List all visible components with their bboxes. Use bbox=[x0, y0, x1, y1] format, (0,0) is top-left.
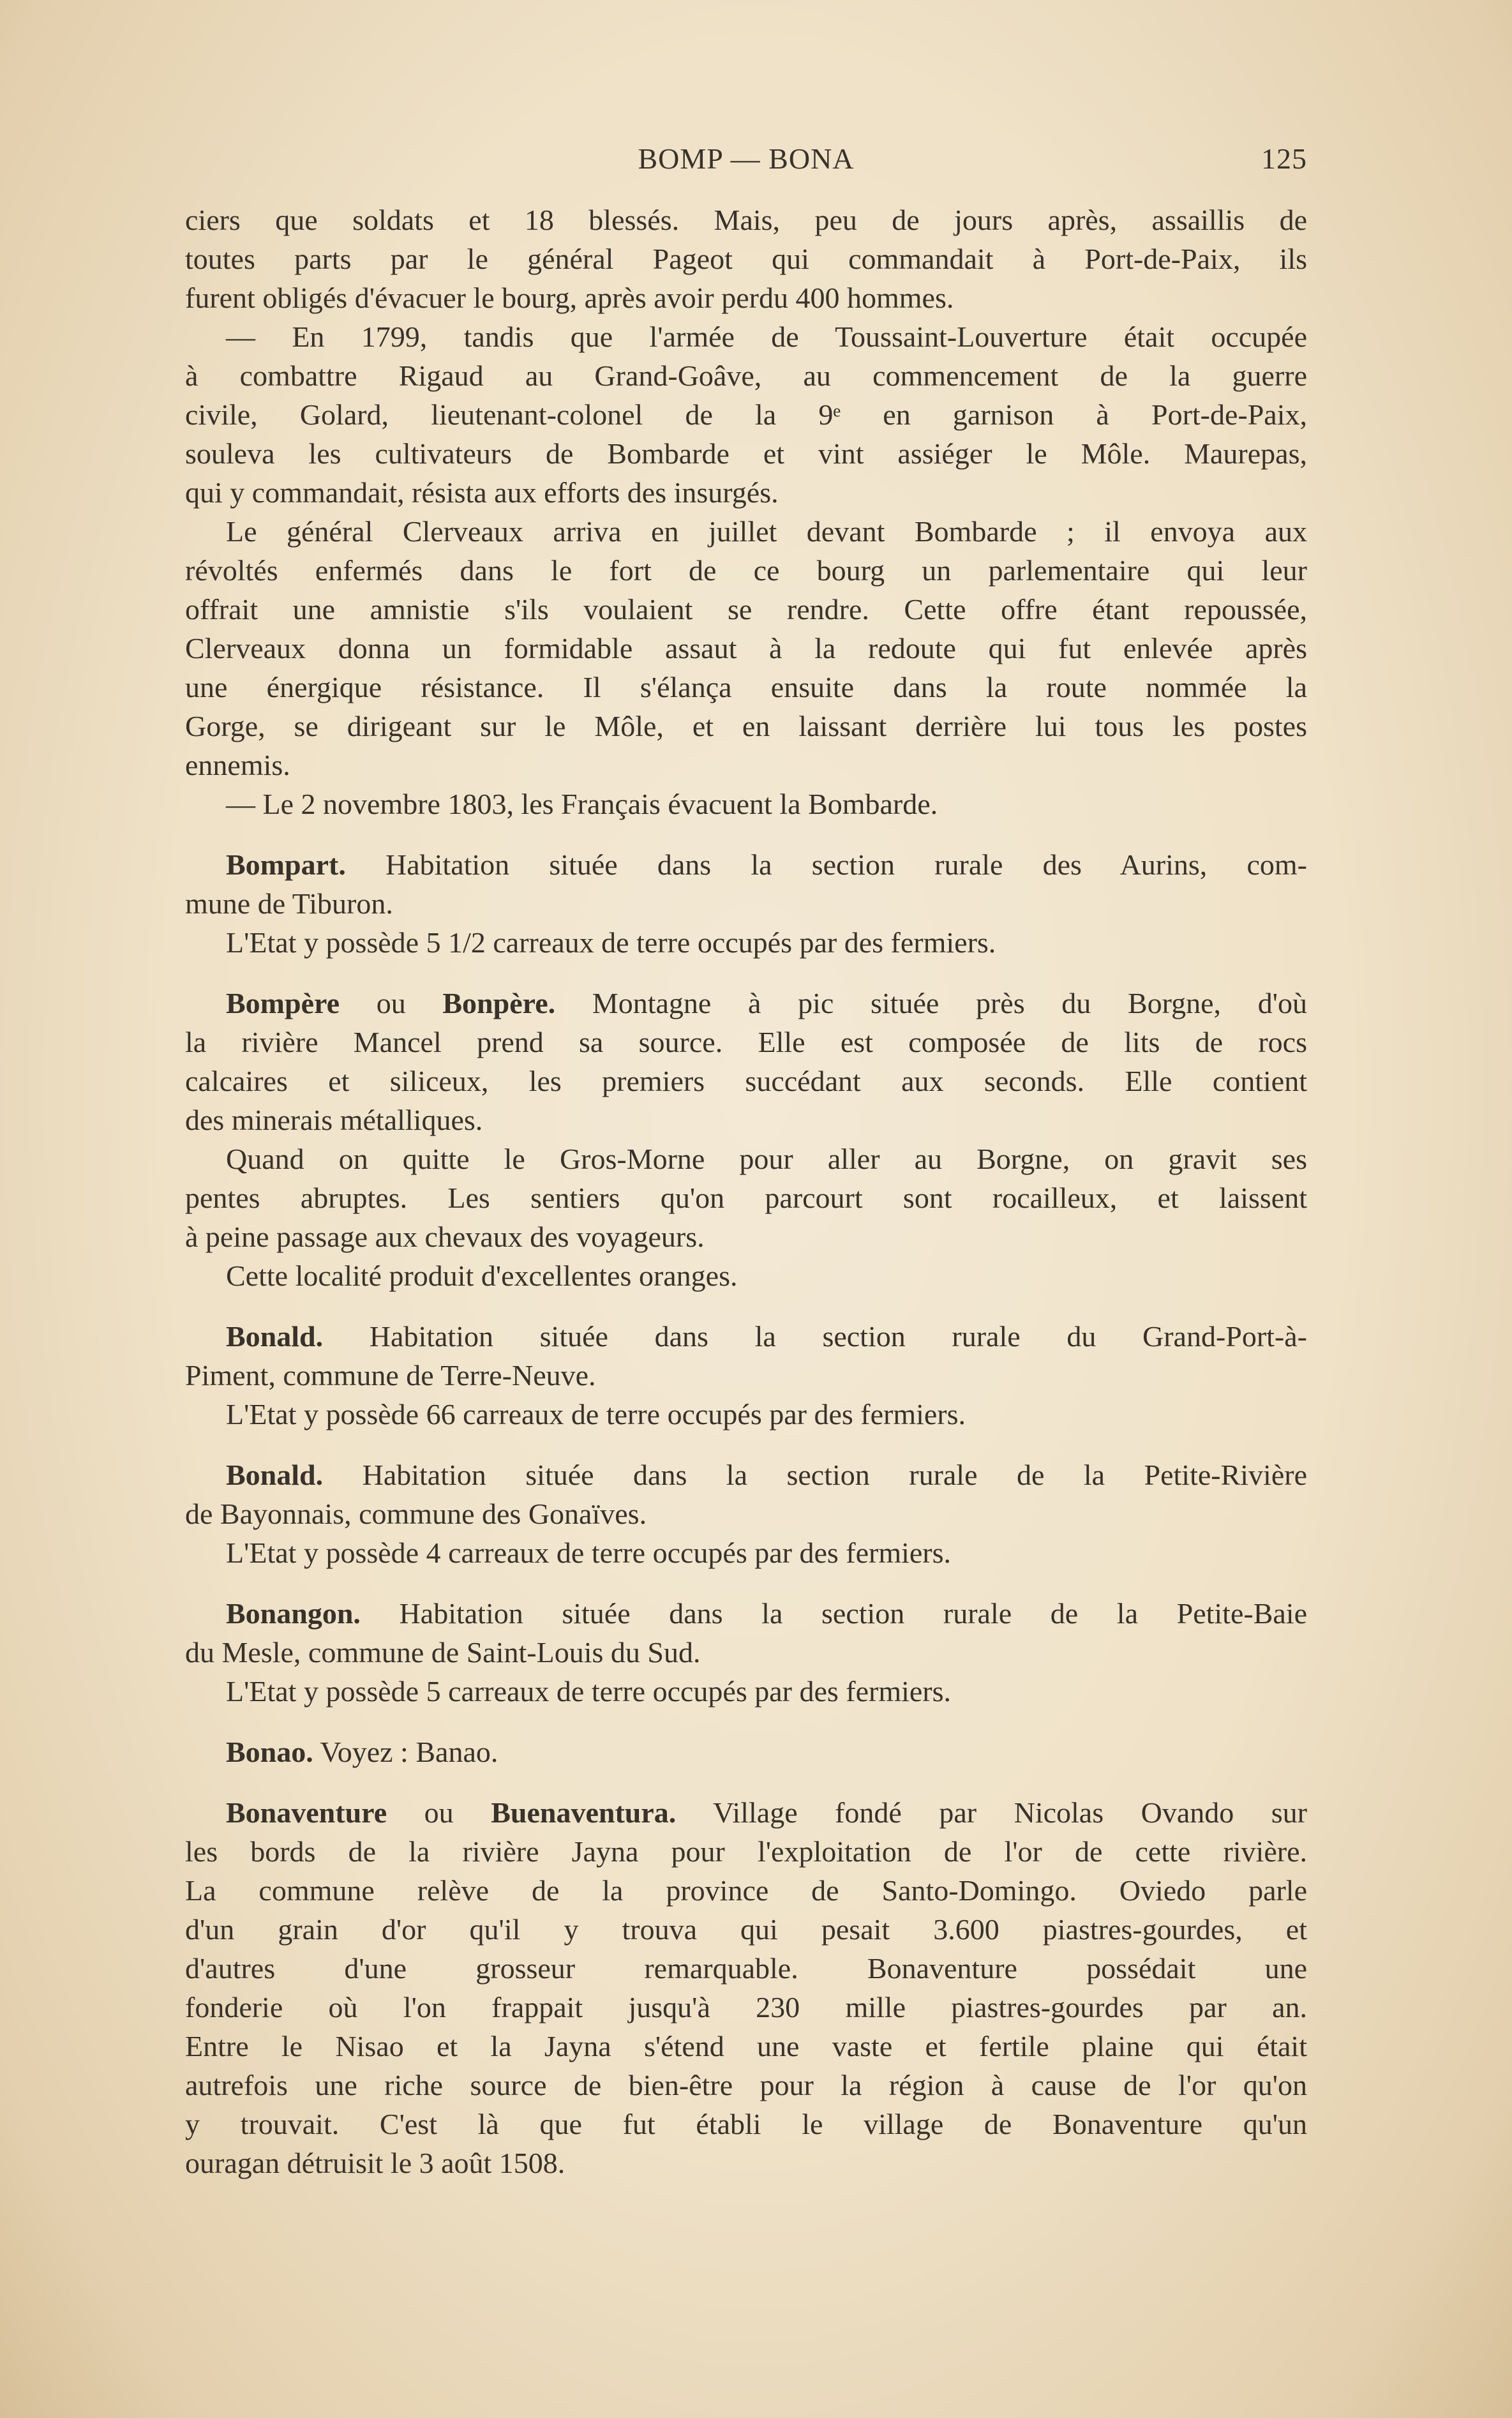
text-line bbox=[185, 434, 1307, 473]
line-text: L'Etat y possède 5 carreaux de terre occupés par des fermiers. bbox=[226, 1675, 952, 1708]
text-line bbox=[185, 1988, 1307, 2027]
text-line bbox=[185, 551, 1307, 590]
paragraph bbox=[185, 512, 1307, 785]
paragraph bbox=[185, 200, 1307, 317]
running-title: BOMP — BONA bbox=[638, 142, 855, 175]
paragraph bbox=[185, 1395, 1307, 1434]
line-text: d'autres d'une grosseur remarquable. Bonaventure possédait une bbox=[185, 1952, 1307, 1985]
dictionary-entry bbox=[185, 1455, 1307, 1572]
dictionary-entry bbox=[185, 845, 1307, 962]
line-text: Village fondé par Nicolas Ovando sur bbox=[676, 1796, 1307, 1829]
line-text: souleva les cultivateurs de Bombarde et vint assiéger le Môle. Maurepas, bbox=[185, 437, 1307, 470]
headword: Bonaventure bbox=[226, 1796, 387, 1829]
running-header bbox=[185, 142, 1307, 183]
line-text: Habitation située dans la section rurale de la Petite-Baie bbox=[360, 1597, 1307, 1630]
line-text: d'un grain d'or qu'il y trouva qui pesait 3.600 piastres-gourdes, et bbox=[185, 1913, 1307, 1946]
text-line bbox=[185, 923, 1307, 962]
text-line bbox=[185, 1871, 1307, 1910]
page-number: 125 bbox=[1261, 142, 1307, 175]
text-line bbox=[185, 200, 1307, 239]
text-line bbox=[185, 1062, 1307, 1100]
line-text: Habitation située dans la section rurale du Grand-Port-à- bbox=[323, 1320, 1307, 1353]
line-text: ennemis. bbox=[185, 749, 290, 781]
line-text: autrefois une riche source de bien-être pour la région à cause de l'or qu'on bbox=[185, 2069, 1307, 2101]
text-line bbox=[185, 984, 1307, 1023]
line-text: à peine passage aux chevaux des voyageurs. bbox=[185, 1220, 705, 1253]
text-line bbox=[185, 1178, 1307, 1217]
text-line bbox=[185, 1949, 1307, 1988]
dictionary-entry bbox=[185, 1594, 1307, 1711]
text-line bbox=[185, 1732, 1307, 1771]
line-text: offrait une amnistie s'ils voulaient se rendre. Cette offre étant repoussée, bbox=[185, 593, 1307, 626]
paragraph bbox=[185, 785, 1307, 823]
line-text: L'Etat y possède 66 carreaux de terre occupés par des fermiers. bbox=[226, 1398, 966, 1431]
text-line bbox=[185, 629, 1307, 668]
text-line bbox=[185, 1494, 1307, 1533]
line-text: — En 1799, tandis que l'armée de Toussaint-Louverture était occupée bbox=[226, 320, 1307, 353]
headword: Bonpère. bbox=[442, 987, 556, 1019]
line-text: révoltés enfermés dans le fort de ce bourg un parlementaire qui leur bbox=[185, 554, 1307, 587]
line-text: L'Etat y possède 5 1/2 carreaux de terre occupés par des fermiers. bbox=[226, 926, 996, 959]
dictionary-entry bbox=[185, 1793, 1307, 2182]
text-line bbox=[185, 1317, 1307, 1356]
headword: Bonald. bbox=[226, 1320, 324, 1353]
text-line bbox=[185, 1793, 1307, 1832]
text-line bbox=[185, 1023, 1307, 1062]
text-line bbox=[185, 473, 1307, 512]
text-line bbox=[185, 1395, 1307, 1434]
line-text: Piment, commune de Terre-Neuve. bbox=[185, 1359, 596, 1392]
paragraph bbox=[185, 1256, 1307, 1295]
line-text: ciers que soldats et 18 blessés. Mais, peu de jours après, assaillis de bbox=[185, 204, 1307, 236]
text-line bbox=[185, 2027, 1307, 2066]
line-text: Le général Clerveaux arriva en juillet devant Bombarde ; il envoya aux bbox=[226, 515, 1307, 548]
text-line bbox=[185, 317, 1307, 356]
text-line bbox=[185, 746, 1307, 785]
line-text: — Le 2 novembre 1803, les Français évacuent la Bombarde. bbox=[226, 788, 938, 820]
paragraph bbox=[185, 984, 1307, 1139]
line-text: Voyez : Banao. bbox=[313, 1736, 498, 1768]
line-text: L'Etat y possède 4 carreaux de terre occupés par des fermiers. bbox=[226, 1536, 952, 1569]
text-line bbox=[185, 884, 1307, 923]
text-line bbox=[185, 1256, 1307, 1295]
line-text: mune de Tiburon. bbox=[185, 887, 393, 920]
headword: Bonangon. bbox=[226, 1597, 361, 1630]
text-line bbox=[185, 278, 1307, 317]
line-text: civile, Golard, lieutenant-colonel de la 9ᵉ en garnison à Port-de-Paix, bbox=[185, 398, 1307, 431]
paragraph bbox=[185, 1672, 1307, 1711]
line-text: pentes abruptes. Les sentiers qu'on parcourt sont rocailleux, et laissent bbox=[185, 1182, 1307, 1214]
line-text: furent obligés d'évacuer le bourg, après avoir perdu 400 hommes. bbox=[185, 282, 954, 314]
dictionary-entry bbox=[185, 1317, 1307, 1434]
text-line bbox=[185, 512, 1307, 551]
dictionary-entry bbox=[185, 1732, 1307, 1771]
text-line bbox=[185, 590, 1307, 629]
text-line bbox=[185, 668, 1307, 707]
paragraph bbox=[185, 923, 1307, 962]
paragraph bbox=[185, 1139, 1307, 1256]
text-line bbox=[185, 1139, 1307, 1178]
paragraph bbox=[185, 1732, 1307, 1771]
headword: Bompart. bbox=[226, 848, 346, 881]
headword-connector: ou bbox=[387, 1796, 491, 1829]
headword: Bonao. bbox=[226, 1736, 313, 1768]
line-text: Entre le Nisao et la Jayna s'étend une vaste et fertile plaine qui était bbox=[185, 2030, 1307, 2062]
headword: Bompère bbox=[226, 987, 340, 1019]
headword-connector: ou bbox=[340, 987, 443, 1019]
line-text: y trouvait. C'est là que fut établi le village de Bonaventure qu'un bbox=[185, 2108, 1307, 2140]
text-line bbox=[185, 1672, 1307, 1711]
line-text: fonderie où l'on frappait jusqu'à 230 mille piastres-gourdes par an. bbox=[185, 1991, 1307, 2024]
line-text: de Bayonnais, commune des Gonaïves. bbox=[185, 1498, 647, 1530]
line-text: Habitation située dans la section rurale des Aurins, com- bbox=[345, 848, 1307, 881]
paragraph bbox=[185, 845, 1307, 923]
headword: Buenaventura. bbox=[491, 1796, 677, 1829]
text-line bbox=[185, 845, 1307, 884]
line-text: Clerveaux donna un formidable assaut à la redoute qui fut enlevée après bbox=[185, 632, 1307, 665]
line-text: Gorge, se dirigeant sur le Môle, et en laissant derrière lui tous les postes bbox=[185, 710, 1307, 742]
line-text: qui y commandait, résista aux efforts des insurgés. bbox=[185, 476, 779, 509]
line-text: ouragan détruisit le 3 août 1508. bbox=[185, 2147, 565, 2179]
line-text: toutes parts par le général Pageot qui commandait à Port-de-Paix, ils bbox=[185, 243, 1307, 275]
dictionary-entry bbox=[185, 200, 1307, 823]
line-text: les bords de la rivière Jayna pour l'exploitation de l'or de cette rivière. bbox=[185, 1835, 1307, 1868]
text-line bbox=[185, 2066, 1307, 2105]
text-line bbox=[185, 2105, 1307, 2144]
page-body bbox=[185, 200, 1307, 2204]
text-line bbox=[185, 395, 1307, 434]
text-line bbox=[185, 239, 1307, 278]
text-line bbox=[185, 1217, 1307, 1256]
text-line bbox=[185, 1832, 1307, 1871]
line-text: la rivière Mancel prend sa source. Elle est composée de lits de rocs bbox=[185, 1026, 1307, 1058]
text-line bbox=[185, 1533, 1307, 1572]
text-line bbox=[185, 1594, 1307, 1633]
text-line bbox=[185, 1455, 1307, 1494]
line-text: La commune relève de la province de Santo-Domingo. Oviedo parle bbox=[185, 1874, 1307, 1907]
paragraph bbox=[185, 1594, 1307, 1672]
paragraph bbox=[185, 317, 1307, 512]
text-line bbox=[185, 785, 1307, 823]
line-text: calcaires et siliceux, les premiers succédant aux seconds. Elle contient bbox=[185, 1065, 1307, 1097]
text-line bbox=[185, 1910, 1307, 1949]
text-line bbox=[185, 1356, 1307, 1395]
text-line bbox=[185, 1100, 1307, 1139]
text-line bbox=[185, 356, 1307, 395]
text-line bbox=[185, 1633, 1307, 1672]
line-text: Montagne à pic située près du Borgne, d'où bbox=[555, 987, 1307, 1019]
paragraph bbox=[185, 1455, 1307, 1533]
line-text: une énergique résistance. Il s'élança ensuite dans la route nommée la bbox=[185, 671, 1307, 703]
paragraph bbox=[185, 1533, 1307, 1572]
line-text: Habitation située dans la section rurale de la Petite-Rivière bbox=[323, 1459, 1307, 1491]
line-text: du Mesle, commune de Saint-Louis du Sud. bbox=[185, 1636, 701, 1669]
paragraph bbox=[185, 1793, 1307, 2182]
line-text: Quand on quitte le Gros-Morne pour aller au Borgne, on gravit ses bbox=[226, 1143, 1307, 1175]
line-text: Cette localité produit d'excellentes oranges. bbox=[226, 1259, 738, 1292]
dictionary-entry bbox=[185, 984, 1307, 1295]
headword: Bonald. bbox=[226, 1459, 324, 1491]
text-line bbox=[185, 707, 1307, 746]
line-text: à combattre Rigaud au Grand-Goâve, au commencement de la guerre bbox=[185, 359, 1307, 392]
text-line bbox=[185, 2144, 1307, 2182]
line-text: des minerais métalliques. bbox=[185, 1104, 483, 1136]
paragraph bbox=[185, 1317, 1307, 1395]
